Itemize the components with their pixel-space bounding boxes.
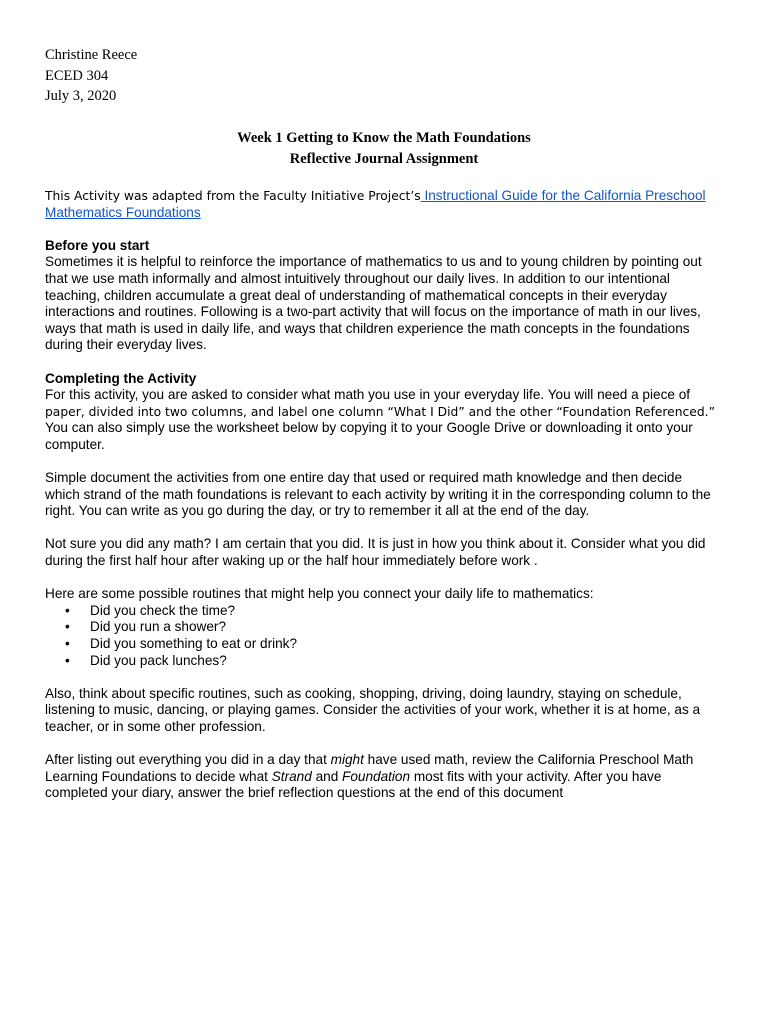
list-item: [45, 653, 735, 670]
paragraph-line: computer.: [45, 436, 105, 452]
submission-date: July 3, 2020: [45, 88, 117, 104]
title-line-1: Week 1 Getting to Know the Math Foundations: [237, 130, 531, 146]
text-run: have used math, review the California Preschool Math: [363, 752, 694, 768]
paragraph-line: paper, divided into two columns, and label one column “What I Did” and the other “Foundation Referenced.”: [45, 404, 715, 419]
text-run: Learning Foundations to decide what: [45, 768, 272, 784]
paragraph-line: For this activity, you are asked to consider what math you use in your everyday life. You will need a piece of: [45, 387, 691, 403]
after-listing-paragraph: [45, 752, 735, 802]
student-name: Christine Reece: [45, 47, 138, 63]
routines-list: [45, 603, 735, 669]
paragraph-line: right. You can write as you go during the day, or try to remember it all at the end of the day.: [45, 503, 590, 519]
emphasis-foundation: Foundation: [342, 768, 411, 784]
bullet-icon: •: [65, 652, 70, 668]
course-code: ECED 304: [45, 67, 109, 84]
paragraph-line: during the first half hour after waking up or the half hour immediately before work .: [45, 553, 538, 569]
document-body: [45, 188, 735, 802]
paragraph-line: teacher, or in some other profession.: [45, 719, 266, 734]
before-you-start-paragraph: [45, 254, 735, 354]
intro-paragraph: [45, 188, 735, 221]
list-item-text: Did you check the time?: [90, 602, 236, 618]
emphasis-strand: Strand: [271, 768, 312, 784]
paragraph-line: Not sure you did any math? I am certain that you did. It is just in how you think about it. Consider what you did: [45, 536, 706, 552]
paragraph-line: listening to music, dancing, or playing games. Consider the activities of your work, whether it is at home, as a: [45, 702, 701, 718]
paragraph-line: Simple document the activities from one entire day that used or required math knowledge and then decide: [45, 470, 683, 486]
list-item: [45, 603, 735, 620]
paragraph-line: completed your diary, answer the brief reflection questions at the end of this document: [45, 785, 564, 801]
paragraph-line: interactions and routines. Following is a two-part activity that will focus on the importance of math in our lives,: [45, 304, 701, 320]
bullet-icon: •: [65, 602, 70, 618]
list-item: [45, 636, 735, 653]
link-text-line-2: Mathematics Foundations: [45, 204, 201, 220]
list-item: [45, 619, 735, 636]
text-run: most fits with your activity. After you have: [410, 768, 662, 784]
not-sure-paragraph: [45, 536, 735, 569]
link-text-line-1: Instructional Guide for the California Preschool: [420, 188, 706, 203]
paragraph-line: teaching, children accumulate a great deal of understanding of mathematical concepts in their everyday: [45, 287, 667, 303]
paragraph-line: which strand of the math foundations is relevant to each activity by writing it in the corresponding column to the: [45, 486, 711, 502]
document-title: [0, 128, 768, 169]
specific-routines-paragraph: [45, 686, 735, 736]
paragraph-line: Also, think about specific routines, such as cooking, shopping, driving, doing laundry, staying on schedule,: [45, 685, 682, 701]
bullet-icon: •: [65, 636, 70, 652]
bullet-icon: •: [65, 619, 70, 635]
paragraph-line: that we use math informally and almost intuitively throughout our daily lives. In addition to our intentional: [45, 270, 670, 286]
before-you-start-heading: Before you start: [45, 237, 150, 253]
paragraph-line: You can also simply use the worksheet below by copying it to your Google Drive or downloading it onto your: [45, 420, 693, 436]
list-item-text: Did you run a shower?: [90, 619, 227, 635]
completing-activity-paragraph: [45, 387, 735, 453]
completing-activity-heading: Completing the Activity: [45, 370, 197, 386]
title-line-2: Reflective Journal Assignment: [289, 150, 479, 167]
emphasis-might: might: [330, 752, 364, 768]
paragraph-line: ways that math is used in daily life, and ways that children experience the math concepts in the foundations: [45, 320, 690, 336]
intro-text: This Activity was adapted from the Faculty Initiative Project’s: [45, 189, 421, 203]
list-item-text: Did you pack lunches?: [90, 652, 227, 668]
paragraph-line: Sometimes it is helpful to reinforce the importance of mathematics to us and to young children by pointing out: [45, 254, 702, 270]
list-item-text: Did you something to eat or drink?: [90, 636, 298, 652]
routines-intro: Here are some possible routines that might help you connect your daily life to mathematics:: [45, 586, 594, 602]
paragraph-line: during their everyday lives.: [45, 337, 207, 353]
text-run: After listing out everything you did in a day that: [45, 752, 331, 768]
simple-document-paragraph: [45, 470, 735, 520]
text-run: and: [311, 768, 343, 784]
student-header: [45, 45, 137, 107]
